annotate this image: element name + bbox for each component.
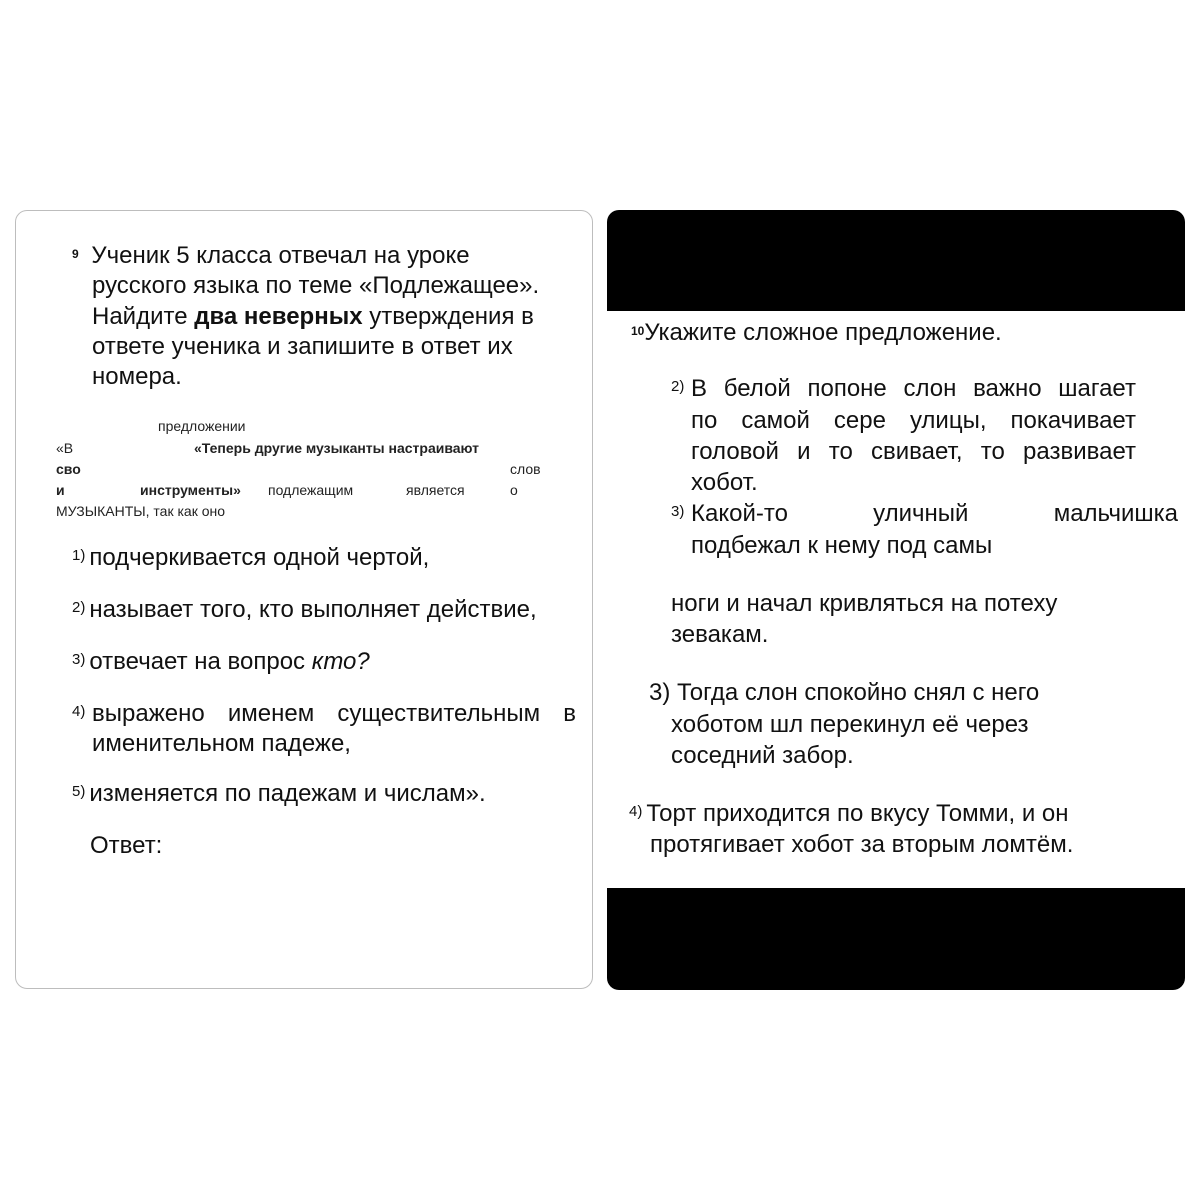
option-line: соседний забор. — [671, 742, 854, 769]
answer-label: Ответ: — [90, 832, 163, 859]
q10-number: 10 — [631, 324, 645, 338]
option-line: зевакам. — [671, 621, 769, 648]
q9-line-1: $^9$ Ученик 5 класса отвечал на уроке — [72, 242, 470, 269]
option-line: протягивает хобот за вторым ломтём. — [650, 831, 1074, 858]
option-line: хоботом шл перекинул её через — [671, 711, 1029, 738]
q9-line-5: номера. — [92, 363, 182, 390]
list-item: 4) — [72, 703, 86, 720]
option-line: $^{4)}$ Торт приходится по вкусу Томми, и он — [629, 800, 1069, 827]
top-black-bar — [607, 210, 1185, 311]
option-line: В белой попоне слон важно шагает — [691, 375, 1136, 402]
list-item-continuation: именительном падеже, — [92, 730, 351, 757]
left-card: $^9$ Ученик 5 класса отвечал на уроке русского языка по теме «Подлежащее». Найдите два неверных утверждения в ответе ученика и запишите в ответ их номера. предложении «В «Теперь другие музыканты настраивают сво слов и инструменты» подлежащим является о МУЗЫКАНТЫ, так как оно $^{1)}$ подчеркивается одной чертой, $^{2)}$ называет того, кто выполняет действие, $^{3)}$ отвечает на вопрос кто? $^{4)}$ выражено именем существительным в именительном падеже, $^{5)}$ изменяется по падежам и числам». Ответ: — [15, 210, 593, 989]
q9-number: 9 — [72, 247, 79, 261]
option-line: подбежал к нему под самы — [691, 532, 993, 559]
option-line: Какой-то уличный мальчишка — [691, 500, 1178, 527]
list-item: $^{5)}$ изменяется по падежам и числам». — [72, 780, 486, 807]
option-line: 3) Тогда слон спокойно снял с него — [649, 679, 1040, 706]
option-line: головой и то свивает, то развивает — [691, 438, 1136, 465]
list-item-justified-line: выражено именем существительным в — [92, 700, 576, 727]
option-marker: 2) — [671, 378, 685, 395]
right-card — [607, 210, 1185, 990]
list-item: $^{1)}$ подчеркивается одной чертой, — [72, 544, 430, 571]
q10-title: $^{10}$Укажите сложное предложение. — [631, 319, 1002, 346]
option-marker: 3) — [671, 503, 685, 520]
option-line: ноги и начал кривляться на потеху — [671, 590, 1058, 617]
option-line: по самой сере улицы, покачивает — [691, 407, 1136, 434]
emphasis-text: два неверных — [194, 303, 363, 330]
list-item: $^{3)}$ отвечает на вопрос кто? — [72, 648, 370, 675]
option-line: хобот. — [691, 469, 758, 496]
q9-line-3: Найдите два неверных утверждения в — [92, 303, 534, 330]
bottom-black-bar — [607, 888, 1185, 990]
q9-line-4: ответе ученика и запишите в ответ их — [92, 333, 513, 360]
list-item: $^{2)}$ называет того, кто выполняет действие, — [72, 596, 537, 623]
q9-line-2: русского языка по теме «Подлежащее». — [92, 272, 540, 299]
